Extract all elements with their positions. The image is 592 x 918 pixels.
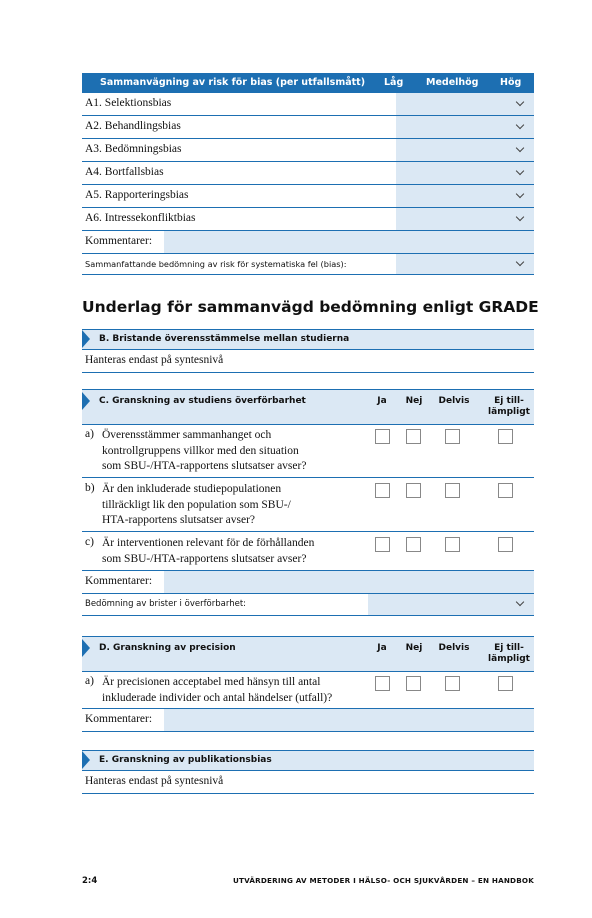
col-low-label: Låg [384, 77, 404, 88]
bias-row: A1. Selektionsbias [82, 93, 534, 116]
section-d-comments-row [82, 709, 534, 732]
section-e-row: Hanteras endast på syntesnivå [82, 770, 534, 794]
col-ej-label: Ej till- [494, 643, 524, 653]
section-b [82, 329, 534, 373]
question-row: b) Är den inkluderade studiepopulationen tillräckligt lik den population som SBU-/ HTA-rapportens slutsatser avser? [82, 478, 534, 532]
assessment-select[interactable] [368, 594, 534, 615]
checkbox-delvis[interactable] [445, 676, 460, 691]
checkbox-delvis[interactable] [445, 483, 460, 498]
checkbox-ej-tillampligt[interactable] [498, 483, 513, 498]
comments-field[interactable] [164, 709, 534, 731]
grade-heading: Underlag för sammanvägd bedömning enligt GRADE [82, 298, 539, 316]
checkbox-ja[interactable] [375, 483, 390, 498]
bias-row: A3. Bedömningsbias [82, 139, 534, 162]
section-c-comments-row [82, 571, 534, 594]
bias-row: A2. Behandlingsbias [82, 116, 534, 139]
assessment-label: Bedömning av brister i överförbarhet: [85, 599, 247, 609]
question-row: a) Är precisionen acceptabel med hänsyn till antal inkluderade individer och antal händelser (utfall)? [82, 671, 534, 709]
col-ej-label: Ej till- [494, 396, 524, 406]
checkbox-nej[interactable] [406, 483, 421, 498]
question-row: c) Är interventionen relevant för de förhållanden som SBU-/HTA-rapportens slutsatser avser? [82, 532, 534, 571]
checkbox-ja[interactable] [375, 537, 390, 552]
bias-comments-row [82, 231, 534, 254]
section-b-header: B. Bristande överensstämmelse mellan studierna [82, 329, 534, 349]
bias-summary-select[interactable] [396, 254, 534, 274]
col-delvis-label: Delvis [438, 643, 470, 653]
bias-row: A4. Bortfallsbias [82, 162, 534, 185]
bias-row: A5. Rapporteringsbias [82, 185, 534, 208]
col-ej-label-2: lämpligt [488, 654, 530, 664]
col-ej-label-2: lämpligt [488, 407, 530, 417]
comments-field[interactable] [164, 231, 534, 253]
col-nej-label: Nej [405, 396, 423, 406]
col-ja-label: Ja [377, 396, 387, 406]
checkbox-nej[interactable] [406, 537, 421, 552]
section-e-header: E. Granskning av publikationsbias [82, 750, 534, 770]
checkbox-delvis[interactable] [445, 537, 460, 552]
checkbox-delvis[interactable] [445, 429, 460, 444]
col-mid-label: Medelhög [426, 77, 479, 88]
section-c [82, 389, 534, 619]
comments-field[interactable] [164, 571, 534, 593]
section-e [82, 750, 534, 794]
bias-summary-row [82, 254, 534, 275]
bias-summary-label: Sammanfattande bedömning av risk för systematiska fel (bias): [85, 259, 347, 269]
section-b-row: Hanteras endast på syntesnivå [82, 349, 534, 373]
section-c-header: C. Granskning av studiens överförbarhet Ja Nej Delvis Ej till- lämpligt [82, 389, 534, 425]
page-number: 2:4 [82, 876, 98, 886]
col-delvis-label: Delvis [438, 396, 470, 406]
comments-label: Kommentarer: [85, 235, 153, 247]
checkbox-ja[interactable] [375, 676, 390, 691]
checkbox-ja[interactable] [375, 429, 390, 444]
comments-label: Kommentarer: [85, 713, 153, 725]
col-ja-label: Ja [377, 643, 387, 653]
triangle-marker-icon [82, 392, 90, 410]
checkbox-nej[interactable] [406, 676, 421, 691]
bias-header-title: Sammanvägning av risk för bias (per utfallsmått) [100, 77, 366, 88]
bias-row: A6. Intressekonfliktbias [82, 208, 534, 231]
bias-table-header [82, 73, 534, 93]
checkbox-nej[interactable] [406, 429, 421, 444]
triangle-marker-icon [82, 751, 90, 769]
triangle-marker-icon [82, 330, 90, 348]
section-c-assessment-row [82, 594, 534, 616]
checkbox-ej-tillampligt[interactable] [498, 429, 513, 444]
col-nej-label: Nej [405, 643, 423, 653]
section-d-header: D. Granskning av precision Ja Nej Delvis Ej till- lämpligt [82, 636, 534, 672]
checkbox-ej-tillampligt[interactable] [498, 537, 513, 552]
checkbox-ej-tillampligt[interactable] [498, 676, 513, 691]
question-row: a) Överensstämmer sammanhanget och kontrollgruppens villkor med den situation som SBU-/HTA-rapportens slutsatser avser? [82, 424, 534, 478]
col-high-label: Hög [500, 77, 522, 88]
triangle-marker-icon [82, 639, 90, 657]
bias-summary-table [82, 73, 534, 275]
comments-label: Kommentarer: [85, 575, 153, 587]
footer-title: UTVÄRDERING AV METODER I HÄLSO- OCH SJUKVÅRDEN – EN HANDBOK [232, 876, 534, 885]
section-d [82, 636, 534, 732]
